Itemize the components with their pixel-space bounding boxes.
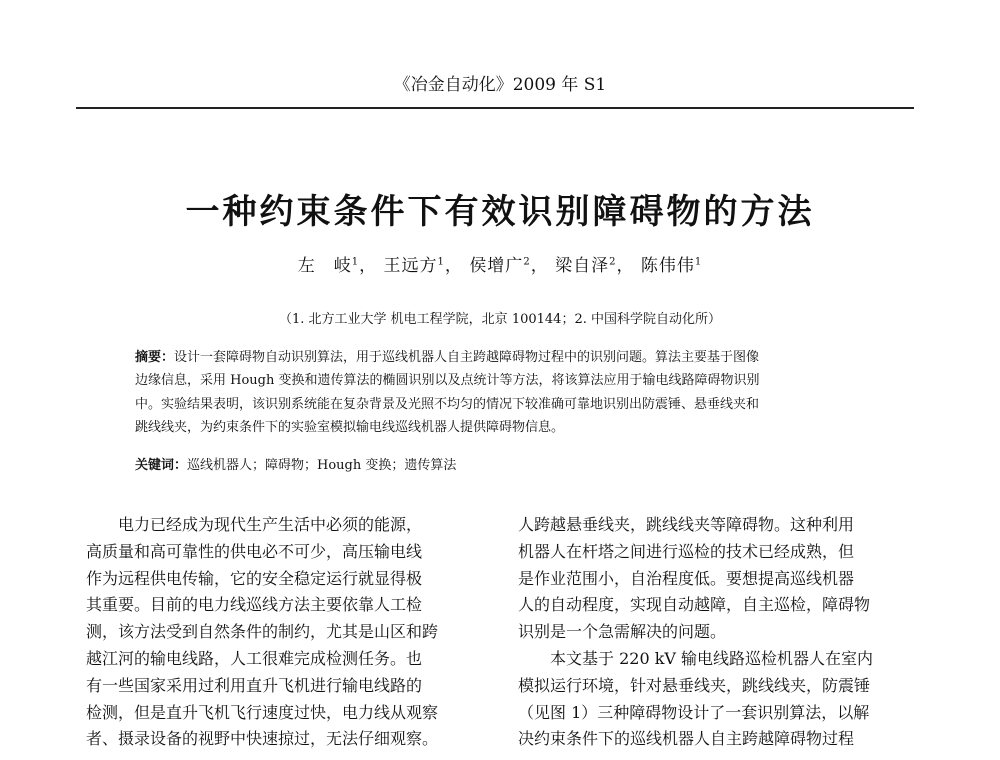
body-line: 人跨越悬垂线夹，跳线线夹等障碍物。这种利用 [518,515,855,534]
body-line: 模拟运行环境，针对悬垂线夹，跳线线夹，防震锤 [518,675,871,695]
author-separator: ， [616,256,635,276]
author-affiliation-mark: 1 [351,256,360,268]
author-affiliation-mark: 2 [609,256,617,268]
author-separator: ， [444,256,463,276]
body-line: 识别是一个急需解决的问题。 [518,622,727,642]
body-line: 高质量和高可靠性的供电必不可少，高压输电线 [86,541,423,561]
author-affiliation-mark: 1 [694,256,703,268]
author-list [0,253,1000,279]
paper-title: 一种约束条件下有效识别障碍物的方法 [185,192,815,232]
body-column-right [518,512,914,753]
abstract-label: 摘要： [135,350,175,365]
author-name: 陈伟伟 [640,256,695,276]
body-line: 测，该方法受到自然条件的制约，尤其是山区和跨 [86,622,439,642]
author-name: 王远方 [383,256,438,276]
body-line: 机器人在杆塔之间进行巡检的技术已经成熟，但 [518,541,855,561]
header-rule [76,107,914,109]
affiliation: （1. 北方工业大学 机电工程学院，北京 100144；2. 中国科学院自动化所） [279,312,721,327]
keywords-label: 关键词： [135,458,188,473]
author-separator: ， [359,256,378,276]
body-line: 越江河的输电线路，人工很难完成检测任务。也 [86,648,423,668]
body-line: 电力已经成为现代生产生活中必须的能源， [118,515,423,534]
author-separator: ， [530,256,549,276]
abstract-text: 设计一套障碍物自动识别算法，用于巡线机器人自主跨越障碍物过程中的识别问题。算法主要基于图像 [174,350,760,365]
abstract-line: 边缘信息，采用 Hough 变换和遗传算法的椭圆识别以及点统计等方法，将该算法应用于输电线路障碍物识别 [135,373,760,389]
abstract-line [135,346,875,369]
author-name: 侯增广 [469,256,524,276]
body-line: 检测，但是直升飞机飞行速度过快，电力线从观察 [86,702,439,722]
body-line: 本文基于 220 kV 输电线路巡检机器人在室内 [550,648,874,668]
abstract-line: 跳线线夹，为约束条件下的实验室模拟输电线巡线机器人提供障碍物信息。 [135,420,565,436]
journal-header: 《冶金自动化》2009 年 S1 [393,75,607,95]
author-name: 左 岐 [297,256,352,276]
body-line: 作为远程供电传输，它的安全稳定运行就显得极 [86,568,423,588]
abstract [135,346,875,440]
body-column-left [86,512,490,753]
body-line: 有一些国家采用过利用直升飞机进行输电线路的 [86,675,423,695]
abstract-line: 中。实验结果表明，该识别系统能在复杂背景及光照不均匀的情况下较准确可靠地识别出防震锤、悬垂线夹和 [135,396,760,412]
author-affiliation-mark: 2 [523,256,531,268]
keywords [135,455,875,477]
body-line: 人的自动程度，实现自动越障，自主巡检，障碍物 [518,595,871,615]
body-line: 者、摄录设备的视野中快速掠过，无法仔细观察。 [86,729,439,749]
author-affiliation-mark: 1 [437,256,445,268]
body-line: 是作业范围小，自治程度低。要想提高巡线机器 [518,568,855,588]
body-line: 决约束条件下的巡线机器人自主跨越障碍物过程 [518,729,855,749]
keywords-text: 巡线机器人；障碍物；Hough 变换；遗传算法 [187,458,457,473]
author-name: 梁自泽 [555,256,610,276]
body-line: （见图 1）三种障碍物设计了一套识别算法，以解 [518,702,870,722]
body-line: 其重要。目前的电力线巡线方法主要依靠人工检 [86,595,423,615]
